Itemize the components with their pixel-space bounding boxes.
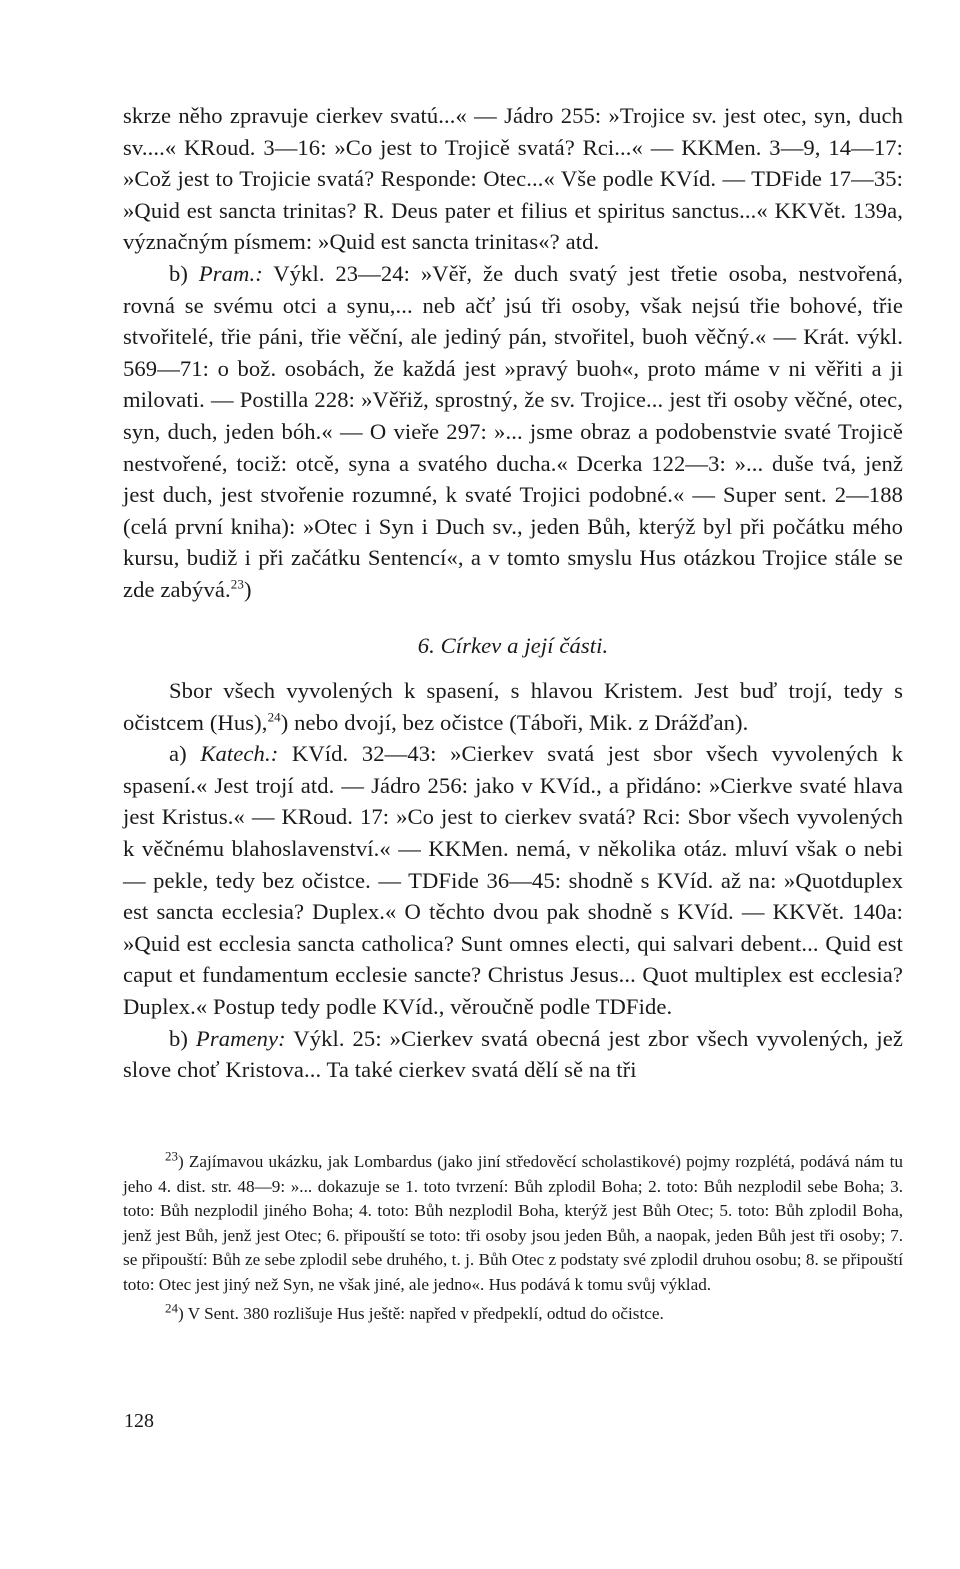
prameny-label-italic: Prameny:	[195, 1025, 286, 1051]
sbor-text-before: Sbor všech vyvolených k spasení, s hlavou Kristem. Jest buď trojí, tedy s očistcem (Hus),	[123, 678, 903, 735]
katech-label-italic: Katech.:	[200, 741, 279, 767]
paragraph-prameny	[123, 1023, 903, 1086]
footnote-number: 24	[165, 1299, 178, 1315]
footnote-ref-23: 23	[230, 576, 244, 592]
pram-text: Výkl. 23—24: »Věř, že duch svatý jest třetie osoba, nestvořená, rovná se svému otci a synu,... neb ačť jsú tři osoby, však nejsú třie bohové, třie stvořitelé, třie páni, třie věční, ale jediný pán, stvořitel, buoh věčný.« — Krát. výkl. 569—71: o bož. osobách, že každá jest »pravý buoh«, proto máme v ni věřiti a ji milovati. — Postilla 228: »Věřiž, sprostný, že sv. Trojice... jest tři osoby věčné, otec, syn, duch, jeden bóh.« — O vieře 297: »... jsme obraz a podobenstvie svaté Trojicě nestvořené, tociž: otcě, syna a svatého ducha.« Dcerka 122—3: »... duše tvá, jenž jest duch, jest stvořenie rozumné, k svaté Trojici podobné.« — Super sent. 2—188 (celá první kniha): »Otec i Syn i Duch sv., jeden Bůh, kterýž byl při počátku mého kursu, budiž i při začátku Sentencí«, a v tomto smyslu Hus otázkou Trojice stále se zde zabývá.	[123, 260, 903, 602]
sbor-text-after: ) nebo dvojí, bez očistce (Tábořі, Mik. z Drážďan).	[280, 709, 749, 735]
section-heading: 6. Církev a její části.	[417, 632, 609, 658]
footnote-ref-24: 24	[267, 709, 281, 725]
footnote-text: ) V Sent. 380 rozlišuje Hus ještě: napřed v předpeklí, odtud do očistce.	[178, 1303, 664, 1323]
pram-label: b)	[169, 260, 199, 286]
paragraph-katech	[123, 738, 903, 1022]
katech-label: a)	[169, 741, 201, 767]
page-number: 128	[124, 1410, 154, 1432]
paragraph-continuation: skrze něho zpravuje cierkev svatú...« — Jádro 255: »Trojice sv. jest otec, syn, duch sv....« KRoud. 3—16: »Co jest to Trojicě svatá? Rci...« — KKMen. 3—9, 14—17: »Což jest to Trojicie svatá? Responde: Otec...« Vše podle KVíd. — TDFide 17—35: »Quid est sancta trinitas? R. Deus pater et filius et spiritus sanctus...« KKVět. 139a, význačným písmem: »Quid est sancta trinitas«? atd.	[123, 103, 903, 255]
main-text	[123, 100, 903, 1086]
katech-text: KVíd. 32—43: »Cierkev svatá jest sbor všech vyvolených k spasení.« Jest trojí atd. — Jádro 256: jako v KVíd., a přidáno: »Cierkve svaté hlava jest Kristus.« — KRoud. 17: »Co jest to cierkev svatá? Rci: Sbor všech vyvolených k věčnému blahoslavenství.« — KKMen. nemá, v několika otáz. mluví však o nebi — pekle, tedy bez očistce. — TDFide 36—45: shodně s KVíd. až na: »Quotduplex est sancta ecclesia? Duplex.« O těchto dvou pak shodně s KVíd. — KKVět. 140a: »Quid est ecclesia sancta catholica? Sunt omnes electi, qui salvari debent... Quid est caput et fundamentum ecclesie sancte? Christus Jesus... Quot multiplex est ecclesia? Duplex.« Postup tedy podle KVíd., věroučně podle TDFide.	[123, 741, 903, 1020]
prameny-label: b)	[169, 1025, 196, 1051]
paragraph-pram	[123, 258, 903, 606]
footnote-24	[123, 1299, 903, 1327]
footnotes	[123, 1150, 903, 1326]
pram-label-italic: Pram.:	[198, 260, 263, 286]
footnote-23	[123, 1150, 903, 1298]
page-body	[123, 100, 903, 1086]
footnote-text: ) Zajímavou ukázku, jak Lombardus (jako jiní středověcí scholastikové) pojmy rozplétá, podává nám tu jeho 4. dist. str. 48—9: »... dokazuje se 1. toto tvrzení: Bůh zplodil Boha; 2. toto: Bůh nezplodil sebe Boha; 3. toto: Bůh nezplodil jiného Boha; 4. toto: Bůh nezplodil Boha, kterýž jest Bůh Otec; 5. toto: Bůh zplodil Boha, jenž jest Bůh, jenž jest Otec; 6. připouští se toto: tři osoby jsou jeden Bůh, a naopak, jeden Bůh jest tři osoby; 7. se připouští: Bůh ze sebe zplodil sebe druhého, t. j. Bůh Otec z podstaty své zplodil druhou osobu; 8. se připouští toto: Otec jest jiný než Syn, ne však jiné, ale jedno«. Hus podává k tomu svůj výklad.	[123, 1152, 903, 1294]
prameny-text: Výkl. 25: »Cierkev svatá obecná jest zbor všech vyvolených, jež slove choť Kristova... Ta také cierkev svatá dělí sě na tři	[123, 1025, 903, 1083]
paragraph-sbor	[123, 675, 903, 738]
footnote-number: 23	[165, 1148, 178, 1164]
pram-after: )	[243, 576, 252, 602]
